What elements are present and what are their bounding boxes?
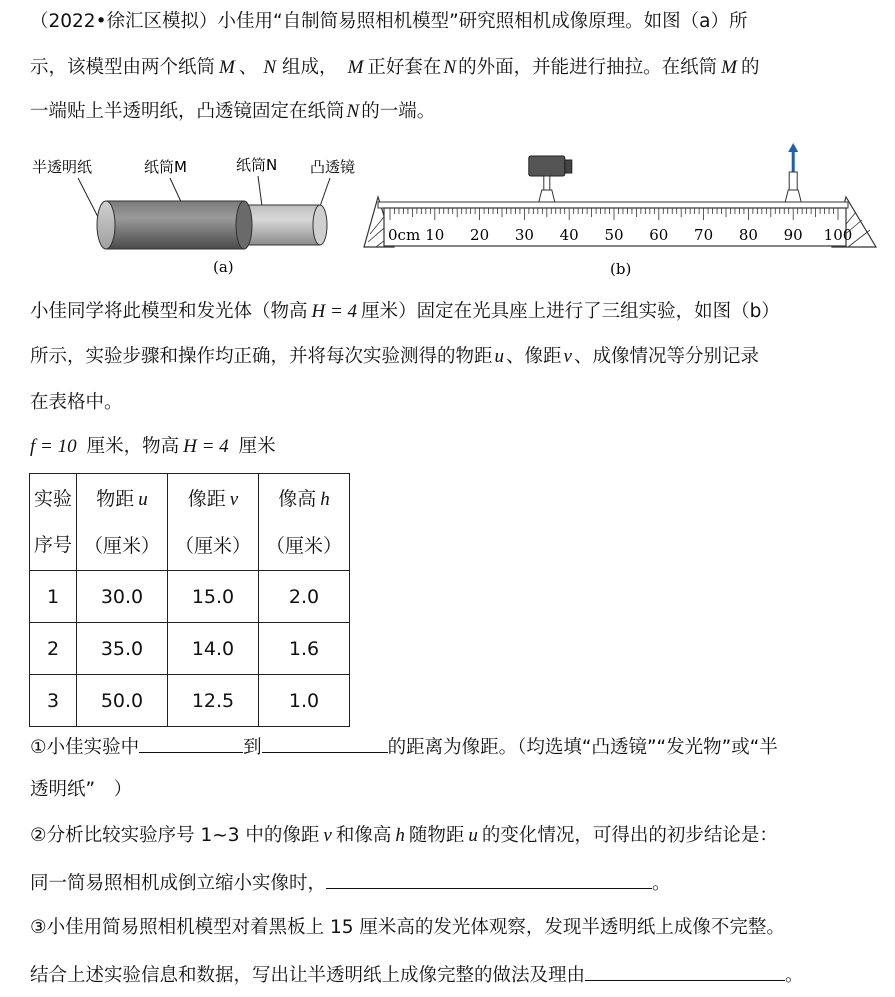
conditions-line — [30, 433, 276, 461]
ruler-label: 100 — [823, 226, 853, 244]
q1-line-1 — [30, 732, 778, 762]
header-text: 像距 — [187, 487, 226, 510]
text: 的外面，并能进行抽拉。在纸筒 — [458, 57, 718, 78]
text: 透明纸” ） — [30, 779, 133, 800]
table-cell: 1.6 — [259, 623, 350, 675]
figures — [30, 142, 880, 282]
text: 随物距 — [408, 825, 465, 846]
leader-line — [170, 178, 182, 204]
text: ②分析比较实验序号 1~3 中的像距 — [30, 825, 320, 846]
header-text: 序号 — [33, 534, 72, 556]
var-M: M — [721, 57, 737, 78]
header-text: （厘米） — [265, 534, 342, 557]
text: 、成像情况等分别记录 — [573, 346, 759, 367]
tube-M-end — [236, 201, 252, 249]
label-tube-M: 纸筒M — [144, 158, 187, 176]
ruler-label: 50 — [604, 226, 624, 244]
q3-line-1 — [30, 914, 785, 942]
q3-blank[interactable] — [585, 960, 785, 981]
table-cell: 1 — [30, 571, 77, 623]
table-row — [30, 571, 350, 623]
table-cell: 3 — [30, 675, 77, 727]
text: 组成， — [282, 57, 338, 78]
figure-b — [364, 143, 876, 278]
para2-line-1 — [30, 298, 780, 326]
ruler-label: 0cm — [388, 226, 421, 244]
text: 同一简易照相机成倒立缩小实像时， — [30, 873, 327, 894]
label-convex-lens: 凸透镜 — [310, 158, 356, 176]
para2-line-2 — [30, 343, 759, 371]
camera-holder — [539, 190, 555, 202]
var-v: v — [563, 346, 572, 367]
var-h: h — [395, 825, 405, 846]
ruler-label: 60 — [649, 226, 669, 244]
f-equation: f = 10 — [30, 436, 77, 457]
text: 的变化情况，可得出的初步结论是： — [481, 825, 778, 846]
intro-line-3 — [30, 98, 435, 126]
text: 的一端。 — [361, 101, 436, 122]
text: 厘米）固定在光具座上进行了三组实验，如图（b） — [361, 301, 780, 322]
camera-body — [529, 156, 565, 176]
text: 到 — [243, 737, 262, 758]
header-image-height — [259, 474, 350, 571]
var-N: N — [443, 57, 457, 78]
caption-a: (a) — [213, 258, 234, 276]
optical-bench-rail — [378, 202, 848, 208]
text: 正好套在 — [367, 57, 442, 78]
q1-blank-2[interactable] — [262, 732, 388, 753]
var-u: u — [494, 346, 505, 367]
table-cell: 35.0 — [77, 623, 168, 675]
q2-line-1 — [30, 822, 778, 850]
var-u: u — [138, 488, 148, 510]
label-translucent-paper: 半透明纸 — [32, 158, 93, 176]
text: 厘米，物高 — [86, 436, 180, 457]
var-v: v — [229, 488, 239, 510]
table-cell: 14.0 — [168, 623, 259, 675]
object-post — [789, 172, 797, 190]
ruler-label: 10 — [425, 226, 445, 244]
header-text: （厘米） — [174, 534, 251, 557]
var-M: M — [347, 57, 364, 78]
table-row — [30, 623, 350, 675]
text: 结合上述实验信息和数据，写出让半透明纸上成像完整的做法及理由 — [30, 965, 586, 986]
table-cell: 2.0 — [259, 571, 350, 623]
text: 示，该模型由两个纸筒 — [30, 57, 216, 78]
var-v: v — [323, 825, 332, 846]
text: 的距离为像距。（均选填“凸透镜”“发光物”或“半 — [387, 737, 778, 758]
text: 的 — [740, 57, 760, 78]
header-image-distance — [168, 474, 259, 571]
text: 在表格中。 — [30, 392, 123, 413]
var-u: u — [468, 825, 478, 846]
text: 、 — [238, 57, 258, 78]
var-N: N — [263, 57, 277, 78]
camera-post — [544, 176, 550, 190]
text: 。 — [652, 873, 671, 894]
text: 。 — [785, 965, 804, 986]
header-text: （厘米） — [83, 534, 160, 557]
intro-text: （2022•徐汇区模拟）小佳用“自制简易照相机模型”研究照相机成像原理。如图（a）所 — [30, 11, 748, 32]
var-N: N — [346, 101, 360, 122]
table-cell: 30.0 — [77, 571, 168, 623]
table-cell: 12.5 — [168, 675, 259, 727]
table-cell: 50.0 — [77, 675, 168, 727]
object-arrow-head — [788, 143, 798, 152]
q2-blank[interactable] — [326, 868, 652, 889]
camera-lens — [565, 160, 572, 173]
q1-line-2 — [30, 776, 132, 804]
text: ③小佳用简易照相机模型对着黑板上 15 厘米高的发光体观察，发现半透明纸上成像不完整。 — [30, 917, 785, 938]
text: ①小佳实验中 — [30, 737, 140, 758]
caption-b: (b) — [610, 260, 632, 278]
text: 所示，实验步骤和操作均正确，并将每次实验测得的物距 — [30, 346, 493, 367]
ruler-label: 70 — [694, 226, 714, 244]
text: 一端贴上半透明纸，凸透镜固定在纸筒 — [30, 101, 345, 122]
figure-a — [32, 156, 355, 276]
label-tube-N: 纸筒N — [236, 156, 278, 174]
ruler-label: 80 — [738, 226, 758, 244]
table-cell: 15.0 — [168, 571, 259, 623]
camera-model — [529, 156, 572, 202]
text: 、像距 — [506, 346, 562, 367]
intro-line-2 — [30, 54, 759, 82]
table-cell: 2 — [30, 623, 77, 675]
text: 小佳同学将此模型和发光体（物高 — [30, 301, 308, 322]
object-holder — [785, 190, 801, 202]
var-h: h — [320, 488, 330, 510]
table-row — [30, 675, 350, 727]
q1-blank-1[interactable] — [139, 732, 243, 753]
ruler-label: 20 — [470, 226, 490, 244]
header-text: 像高 — [278, 487, 317, 510]
luminous-object — [785, 143, 801, 202]
text: 厘米 — [238, 436, 276, 457]
H-equation: H = 4 — [311, 301, 358, 322]
translucent-paper — [97, 201, 115, 249]
header-object-distance — [77, 474, 168, 571]
tube-M — [106, 201, 244, 249]
ruler-label: 90 — [783, 226, 803, 244]
leader-line — [78, 178, 98, 217]
ruler-label: 30 — [514, 226, 534, 244]
q3-line-2 — [30, 960, 804, 990]
leader-line — [258, 176, 262, 206]
data-table — [29, 473, 350, 727]
header-trial — [30, 474, 77, 571]
header-text: 实验 — [33, 488, 72, 510]
lens-end — [313, 205, 327, 245]
text: 和像高 — [335, 825, 392, 846]
H-equation: H = 4 — [183, 436, 229, 457]
q2-line-2 — [30, 868, 671, 898]
intro-line-1 — [30, 8, 748, 36]
var-M: M — [219, 57, 235, 78]
table-cell: 1.0 — [259, 675, 350, 727]
ruler-label: 40 — [559, 226, 579, 244]
para2-line-3 — [30, 389, 123, 417]
table-header-row — [30, 474, 350, 571]
header-text: 物距 — [96, 487, 135, 510]
